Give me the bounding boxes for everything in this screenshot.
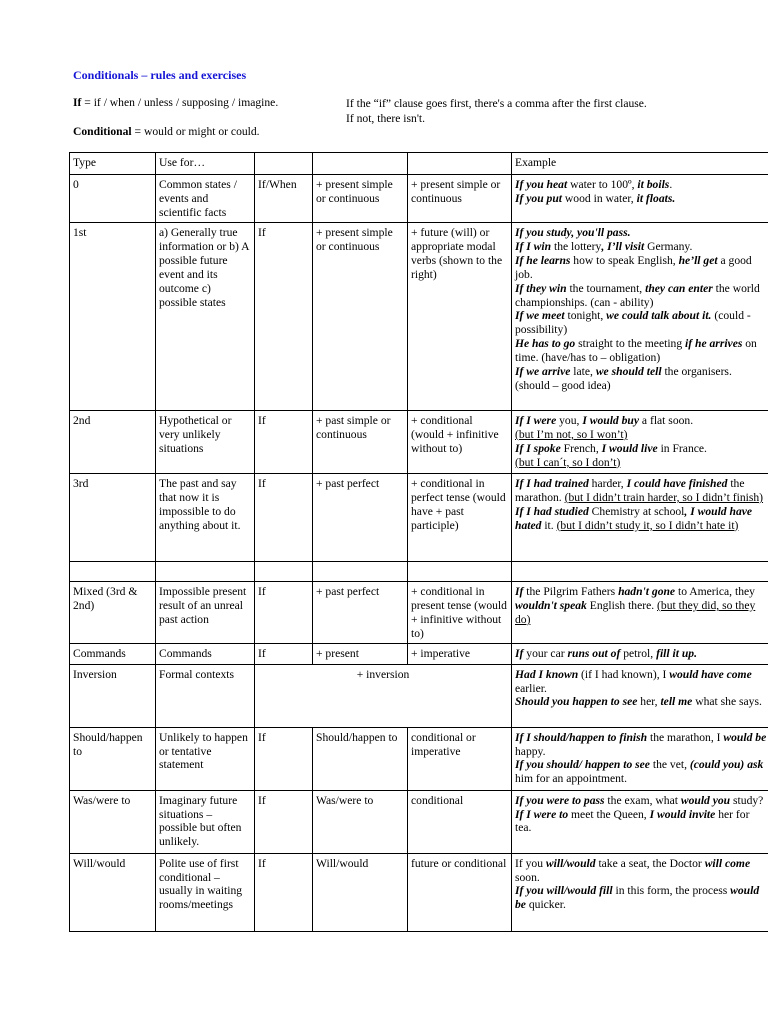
example-segment: If they win xyxy=(515,281,567,295)
example-segment: If we meet xyxy=(515,309,565,323)
example-line xyxy=(515,505,767,533)
example-cell xyxy=(512,727,768,790)
example-line xyxy=(515,794,767,808)
example-segment: If I had studied xyxy=(515,504,589,518)
clause1-cell: Will/would xyxy=(313,853,408,931)
header-if xyxy=(255,153,313,175)
table-body xyxy=(70,153,768,932)
conditionals-table xyxy=(69,152,768,932)
table-row xyxy=(70,411,768,474)
example-segment: tell me xyxy=(660,695,693,709)
clause2-cell: + present simple or continuous xyxy=(408,175,512,223)
example-segment: take a seat, the Doctor xyxy=(595,856,705,870)
example-segment: If I win xyxy=(515,239,552,253)
use-cell: The past and say that now it is impossible to do anything about it. xyxy=(156,474,255,562)
example-segment: harder, xyxy=(588,477,627,490)
example-segment: your car xyxy=(523,646,568,660)
example-segment: him for an appointment. xyxy=(515,772,628,786)
example-segment: a flat soon. xyxy=(639,414,694,427)
example-segment: If I had trained xyxy=(515,477,589,490)
example-line xyxy=(515,282,767,310)
table-row xyxy=(70,664,768,727)
empty-cell xyxy=(512,562,768,582)
type-cell: 3rd xyxy=(70,474,156,562)
table-row xyxy=(70,727,768,790)
empty-cell xyxy=(313,562,408,582)
example-line xyxy=(515,668,767,696)
empty-cell xyxy=(70,562,156,582)
if-cell: If xyxy=(255,411,313,474)
type-cell: 0 xyxy=(70,175,156,223)
example-segment: soon. xyxy=(515,870,540,884)
header-clause2 xyxy=(408,153,512,175)
clause1-cell: Should/happen to xyxy=(313,727,408,790)
example-segment: her, xyxy=(637,695,661,709)
clause2-cell: conditional xyxy=(408,790,512,853)
if-definition-text: = if / when / unless / supposing / imagine. xyxy=(81,96,279,109)
example-segment: I could have finished xyxy=(626,477,728,490)
example-segment: If you xyxy=(515,856,546,870)
example-segment: If you were to pass xyxy=(515,793,605,807)
example-segment: (could - possibility) xyxy=(515,309,751,337)
example-segment: we could talk about it. xyxy=(606,309,712,323)
example-segment: to America, they xyxy=(675,585,755,598)
conditional-definition xyxy=(73,125,260,138)
example-segment: a good job. xyxy=(515,253,752,281)
table-row xyxy=(70,474,768,562)
example-segment: the organisers. (should – good idea) xyxy=(515,365,732,392)
use-cell: a) Generally true information or b) A possible future event and its outcome c) possible states xyxy=(156,223,255,411)
type-cell: Will/would xyxy=(70,853,156,931)
example-segment: , I’ll visit xyxy=(601,239,645,253)
example-segment: Had I known xyxy=(515,667,579,681)
if-definition xyxy=(73,96,278,109)
example-segment: in France. xyxy=(657,441,707,455)
example-segment: I would live xyxy=(601,441,658,455)
use-cell: Imaginary future situations – possible but often unlikely. xyxy=(156,790,255,853)
example-line xyxy=(515,442,767,456)
empty-cell xyxy=(408,562,512,582)
if-cell: If xyxy=(255,790,313,853)
header-type: Type xyxy=(70,153,156,175)
merged-form-cell: + inversion xyxy=(255,664,512,727)
example-segment: If I were xyxy=(515,414,557,427)
example-segment: If xyxy=(515,585,524,598)
example-cell xyxy=(512,175,768,223)
example-segment: (if I had known), I xyxy=(578,667,670,681)
example-segment: runs out of xyxy=(567,646,621,660)
type-cell: Was/were to xyxy=(70,790,156,853)
example-line xyxy=(515,192,767,206)
example-segment: Should you happen to see xyxy=(515,695,638,709)
if-cell: If xyxy=(255,727,313,790)
example-segment: If xyxy=(515,646,524,660)
example-cell xyxy=(512,790,768,853)
type-cell: Commands xyxy=(70,643,156,664)
example-cell xyxy=(512,643,768,664)
example-segment: late, xyxy=(570,365,596,379)
example-segment: the tournament, xyxy=(566,281,646,295)
example-segment: they can enter xyxy=(645,281,713,295)
example-segment: wood in water, xyxy=(562,191,637,205)
example-segment: (but I didn’t train harder, so I didn’t finish) xyxy=(564,490,764,504)
example-line xyxy=(515,254,767,282)
empty-cell xyxy=(255,562,313,582)
clause1-cell: + present xyxy=(313,643,408,664)
example-segment: Germany. xyxy=(644,239,693,253)
example-segment: on time. (have/has to – obligation) xyxy=(515,337,757,365)
comma-note: If the “if” clause goes first, there's a comma after the first clause. If not, there isn't. xyxy=(346,97,647,125)
table-row xyxy=(70,582,768,644)
example-segment: the marathon, I xyxy=(647,730,724,744)
type-cell: 1st xyxy=(70,223,156,411)
conditional-definition-text: = would or might or could. xyxy=(131,125,260,138)
example-line xyxy=(515,695,767,709)
example-segment: it boils xyxy=(637,178,670,191)
example-segment: If he learns xyxy=(515,253,571,267)
example-line xyxy=(515,731,767,759)
example-segment: would be xyxy=(723,730,767,744)
example-line xyxy=(515,585,767,627)
example-segment: earlier. xyxy=(515,681,547,695)
header-row xyxy=(70,153,768,175)
example-segment: will/would xyxy=(545,856,596,870)
clause2-cell: conditional or imperative xyxy=(408,727,512,790)
example-segment: (but I didn’t study it, so I didn’t hate it) xyxy=(556,518,739,532)
example-cell xyxy=(512,582,768,644)
example-segment: petrol, xyxy=(620,646,657,660)
example-line xyxy=(515,428,767,442)
example-segment: would be xyxy=(515,884,760,912)
example-line xyxy=(515,857,767,885)
example-line xyxy=(515,758,767,786)
empty-cell xyxy=(156,562,255,582)
clause2-cell: future or conditional xyxy=(408,853,512,931)
example-segment: he’ll get xyxy=(678,253,718,267)
example-segment: If I spoke xyxy=(515,441,561,455)
example-segment: If I should/happen to finish xyxy=(515,730,648,744)
example-segment: tonight, xyxy=(564,309,607,323)
example-segment: you, xyxy=(556,414,583,427)
example-segment: the Pilgrim Fathers xyxy=(523,585,619,598)
example-segment: would you xyxy=(680,793,731,807)
example-line xyxy=(515,414,767,428)
example-segment: If you will/would fill xyxy=(515,884,613,898)
example-line xyxy=(515,808,767,836)
use-cell: Unlikely to happen or tentative statement xyxy=(156,727,255,790)
table-row xyxy=(70,853,768,931)
example-segment: (could you) ask xyxy=(689,758,764,772)
clause2-cell: + conditional in present tense (would + infinitive without to) xyxy=(408,582,512,644)
conditional-label: Conditional xyxy=(73,125,132,138)
example-line xyxy=(515,365,767,393)
example-segment: quicker. xyxy=(525,898,566,912)
use-cell: Polite use of first conditional – usually in waiting rooms/meetings xyxy=(156,853,255,931)
example-segment: happy. xyxy=(515,744,546,758)
example-segment: If you heat xyxy=(515,178,568,191)
clause2-cell: + imperative xyxy=(408,643,512,664)
type-cell: 2nd xyxy=(70,411,156,474)
example-segment: the lottery xyxy=(551,239,602,253)
header-use: Use for… xyxy=(156,153,255,175)
example-segment: what she says. xyxy=(692,695,762,709)
example-segment: we should tell xyxy=(595,365,662,379)
if-label: If xyxy=(73,96,82,109)
example-segment: I would invite xyxy=(649,807,716,821)
example-segment: wouldn't speak xyxy=(515,598,587,612)
example-segment: If you put xyxy=(515,191,563,205)
example-cell xyxy=(512,223,768,411)
if-cell: If xyxy=(255,582,313,644)
example-segment: I would buy xyxy=(582,414,640,427)
example-line xyxy=(515,456,767,470)
example-segment: He has to go xyxy=(515,337,576,351)
header-clause1 xyxy=(313,153,408,175)
example-segment: hadn't gone xyxy=(618,585,676,598)
example-segment: If you study, you'll pass. xyxy=(515,226,631,239)
example-segment: it. xyxy=(541,518,557,532)
example-segment: water to 100º, xyxy=(567,178,638,191)
example-segment: would have come xyxy=(669,667,752,681)
example-segment: the marathon. xyxy=(515,477,745,504)
clause1-cell: + present simple or continuous xyxy=(313,175,408,223)
if-cell: If xyxy=(255,223,313,411)
example-segment: meet the Queen, xyxy=(568,807,650,821)
example-segment: If I were to xyxy=(515,807,569,821)
example-cell xyxy=(512,664,768,727)
example-segment: (but I can´t, so I don’t) xyxy=(515,455,621,469)
example-segment: fill it up. xyxy=(656,646,697,660)
example-segment: study? xyxy=(730,793,764,807)
example-line xyxy=(515,884,767,912)
clause2-cell: + conditional in perfect tense (would have + past participle) xyxy=(408,474,512,562)
example-segment: straight to the meeting xyxy=(575,337,686,351)
example-cell xyxy=(512,474,768,562)
type-cell: Should/happen to xyxy=(70,727,156,790)
type-cell: Inversion xyxy=(70,664,156,727)
example-line xyxy=(515,226,767,240)
example-segment: the exam, what xyxy=(604,793,681,807)
clause1-cell: + present simple or continuous xyxy=(313,223,408,411)
if-cell: If xyxy=(255,853,313,931)
clause2-cell: + conditional (would + infinitive without to) xyxy=(408,411,512,474)
clause1-cell: + past simple or continuous xyxy=(313,411,408,474)
example-line xyxy=(515,477,767,505)
example-segment: how to speak English, xyxy=(570,253,679,267)
example-cell xyxy=(512,853,768,931)
use-cell: Commands xyxy=(156,643,255,664)
table-row xyxy=(70,223,768,411)
example-segment: if he arrives xyxy=(685,337,743,351)
example-segment: French, xyxy=(560,441,602,455)
example-line xyxy=(515,240,767,254)
use-cell: Formal contexts xyxy=(156,664,255,727)
if-cell: If xyxy=(255,474,313,562)
use-cell: Impossible present result of an unreal past action xyxy=(156,582,255,644)
use-cell: Common states / events and scientific facts xyxy=(156,175,255,223)
example-cell xyxy=(512,411,768,474)
example-line xyxy=(515,647,767,661)
example-line xyxy=(515,337,767,365)
example-segment: the vet, xyxy=(649,758,690,772)
clause1-cell: Was/were to xyxy=(313,790,408,853)
example-segment: . xyxy=(669,178,673,191)
example-segment: Chemistry at school xyxy=(588,504,685,518)
example-segment: If you should/ happen to see xyxy=(515,758,650,772)
example-segment: If we arrive xyxy=(515,365,571,379)
type-cell: Mixed (3rd & 2nd) xyxy=(70,582,156,644)
spacer-row xyxy=(70,562,768,582)
example-segment: in this form, the process xyxy=(612,884,731,898)
example-segment: the world championships. (can - ability) xyxy=(515,281,760,309)
use-cell: Hypothetical or very unlikely situations xyxy=(156,411,255,474)
clause1-cell: + past perfect xyxy=(313,582,408,644)
example-segment: , I would have hated xyxy=(515,504,753,532)
example-segment: will come xyxy=(704,856,751,870)
example-segment: English there. xyxy=(586,598,658,612)
if-cell: If xyxy=(255,643,313,664)
header-example: Example xyxy=(512,153,768,175)
example-line xyxy=(515,309,767,337)
if-cell: If/When xyxy=(255,175,313,223)
table-row xyxy=(70,790,768,853)
example-segment: (but I’m not, so I won’t) xyxy=(515,427,628,441)
table-row xyxy=(70,175,768,223)
clause1-cell: + past perfect xyxy=(313,474,408,562)
example-segment: it floats. xyxy=(636,191,676,205)
example-segment: (but they did, so they do) xyxy=(515,598,756,626)
table-row xyxy=(70,643,768,664)
page-title: Conditionals – rules and exercises xyxy=(73,68,247,82)
clause2-cell: + future (will) or appropriate modal verbs (shown to the right) xyxy=(408,223,512,411)
example-segment: her for tea. xyxy=(515,807,750,835)
example-line xyxy=(515,178,767,192)
